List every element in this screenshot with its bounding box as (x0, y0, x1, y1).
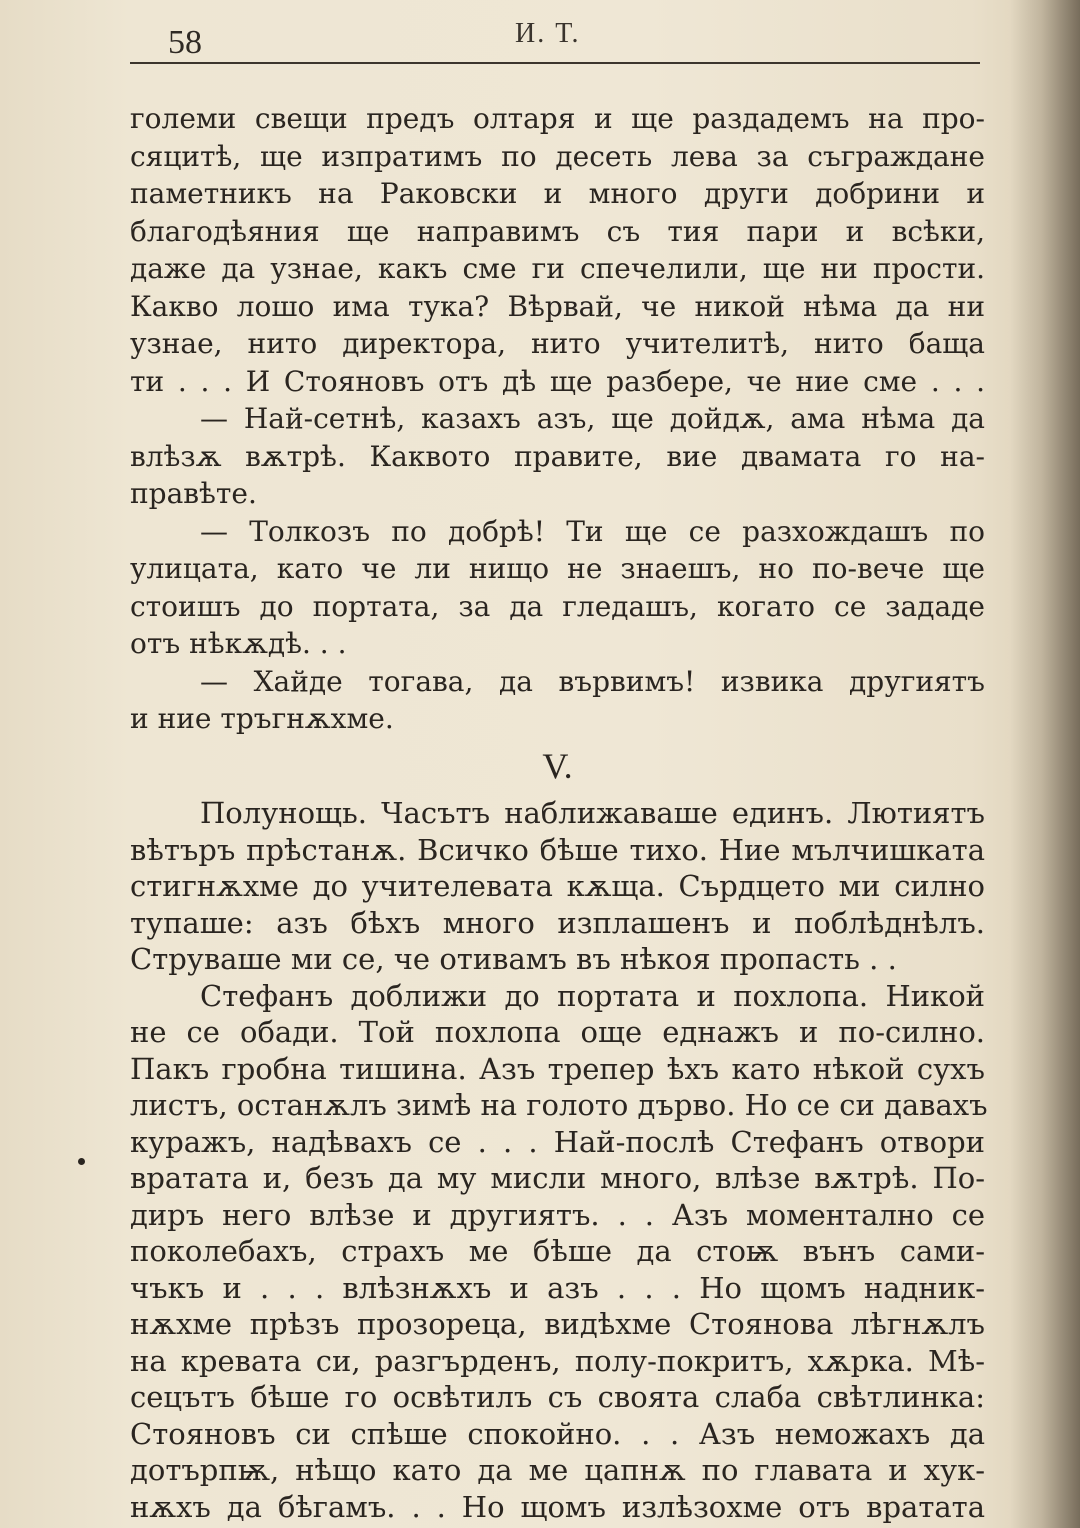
text-block-2 (130, 795, 988, 1525)
text-line: ти . . . И Стояновъ отъ дѣ ще разбере, че ние сме . . . (130, 364, 985, 398)
text-line: Какво лошо има тука? Вѣрвай, че никой нѣма да ни (130, 289, 985, 323)
text-line: сяцитѣ, ще изпратимъ по десеть лева за съграждане (130, 139, 985, 173)
text-line: — Най-сетнѣ, казахъ азъ, ще дойдѫ, ама нѣма да (200, 402, 985, 435)
text-line: дотърпѭ, нѣщо като да ме цапнѫ по главата и хук- (130, 1453, 985, 1487)
text-line: Пакъ гробна тишина. Азъ трепер ѣхъ като нѣкой сухъ (130, 1051, 985, 1086)
text-line: Стояновъ си спѣше спокойно. . . Азъ неможахъ да (130, 1416, 985, 1451)
text-line: вѣтъръ прѣстанѫ. Всичко бѣше тихо. Ние мълчишката (130, 832, 985, 867)
text-line: — Хайде тогава, да вървимъ! извика другиятъ (200, 664, 985, 698)
text-line: нѫхъ да бѣгамъ. . . Но щомъ излѣзохме отъ вратата (130, 1489, 985, 1524)
ink-speck (78, 1158, 85, 1165)
text-line: благодѣяния ще направимъ съ тия пари и всѣки, (130, 214, 985, 248)
text-line: отъ нѣкѫдѣ. . . (130, 627, 347, 660)
running-head: И. Т. (515, 18, 581, 49)
text-line: листъ, останѫлъ зимѣ на голото дърво. Но се си давахъ (130, 1088, 988, 1122)
text-line: сецътъ бѣше го освѣтилъ съ своята слаба свѣтлинка: (130, 1380, 985, 1414)
text-line: диръ него влѣзе и другиятъ. . . Азъ моментално се (130, 1197, 985, 1232)
text-line: даже да узнае, какъ сме ги спечелили, ще ни прости. (130, 252, 985, 285)
text-line: поколебахъ, страхъ ме бѣше да стоѭ вънъ сами- (130, 1234, 985, 1268)
text-line: — Толкозъ по добрѣ! Ти ще се разхождашъ по (200, 514, 985, 548)
page-header (130, 18, 985, 68)
text-line: правѣте. (130, 477, 257, 510)
text-line: стигнѫхме до учителевата кѫща. Сърдцето ми силно (130, 869, 985, 903)
text-line: големи свещи предъ олтаря и ще раздадемъ на про- (130, 102, 985, 135)
page-number: 58 (168, 24, 202, 61)
text-line: Полунощь. Часътъ наближаваше единъ. Лютиятъ (200, 796, 985, 830)
text-line: узнае, нито директора, нито учителитѣ, нито баща (130, 327, 985, 360)
text-line: Стефанъ доближи до портата и похлопа. Никой (200, 978, 985, 1013)
text-line: улицата, като че ли нищо не знаешъ, но по-вече ще (130, 552, 985, 585)
text-line: не се обади. Той похлопа още еднажъ и по-силно. (130, 1015, 985, 1049)
text-line: влѣзѫ вѫтрѣ. Каквото правите, вие двамата го на- (130, 439, 985, 473)
text-line: чъкъ и . . . влѣзнѫхъ и азъ . . . Но щомъ надник- (130, 1270, 985, 1305)
header-rule (130, 62, 980, 64)
page-gutter-shadow (1010, 0, 1080, 1528)
text-line: стоишъ до портата, за да гледашъ, когато се зададе (130, 589, 985, 623)
text-line: Струваше ми се, че отивамъ въ нѣкоя пропасть . . (130, 942, 897, 976)
text-line: паметникъ на Раковски и много други добрини и (130, 177, 985, 210)
text-line: и ние тръгнѫхме. (130, 702, 394, 735)
text-line: вратата и, безъ да му мисли много, влѣзе вѫтрѣ. По- (130, 1161, 985, 1195)
text-line: на кревата си, разгърденъ, полу-покритъ, хѫрка. Мѣ- (130, 1343, 985, 1378)
section-heading: V. (542, 746, 573, 786)
text-line: нѫхме прѣзъ прозореца, видѣхме Стоянова лѣгнѫлъ (130, 1307, 985, 1341)
text-line: куражъ, надѣвахъ се . . . Най-послѣ Стефанъ отвори (130, 1124, 985, 1159)
text-line: тупаше: азъ бѣхъ много изплашенъ и поблѣднѣлъ. (130, 905, 985, 940)
text-block-1 (130, 100, 985, 738)
